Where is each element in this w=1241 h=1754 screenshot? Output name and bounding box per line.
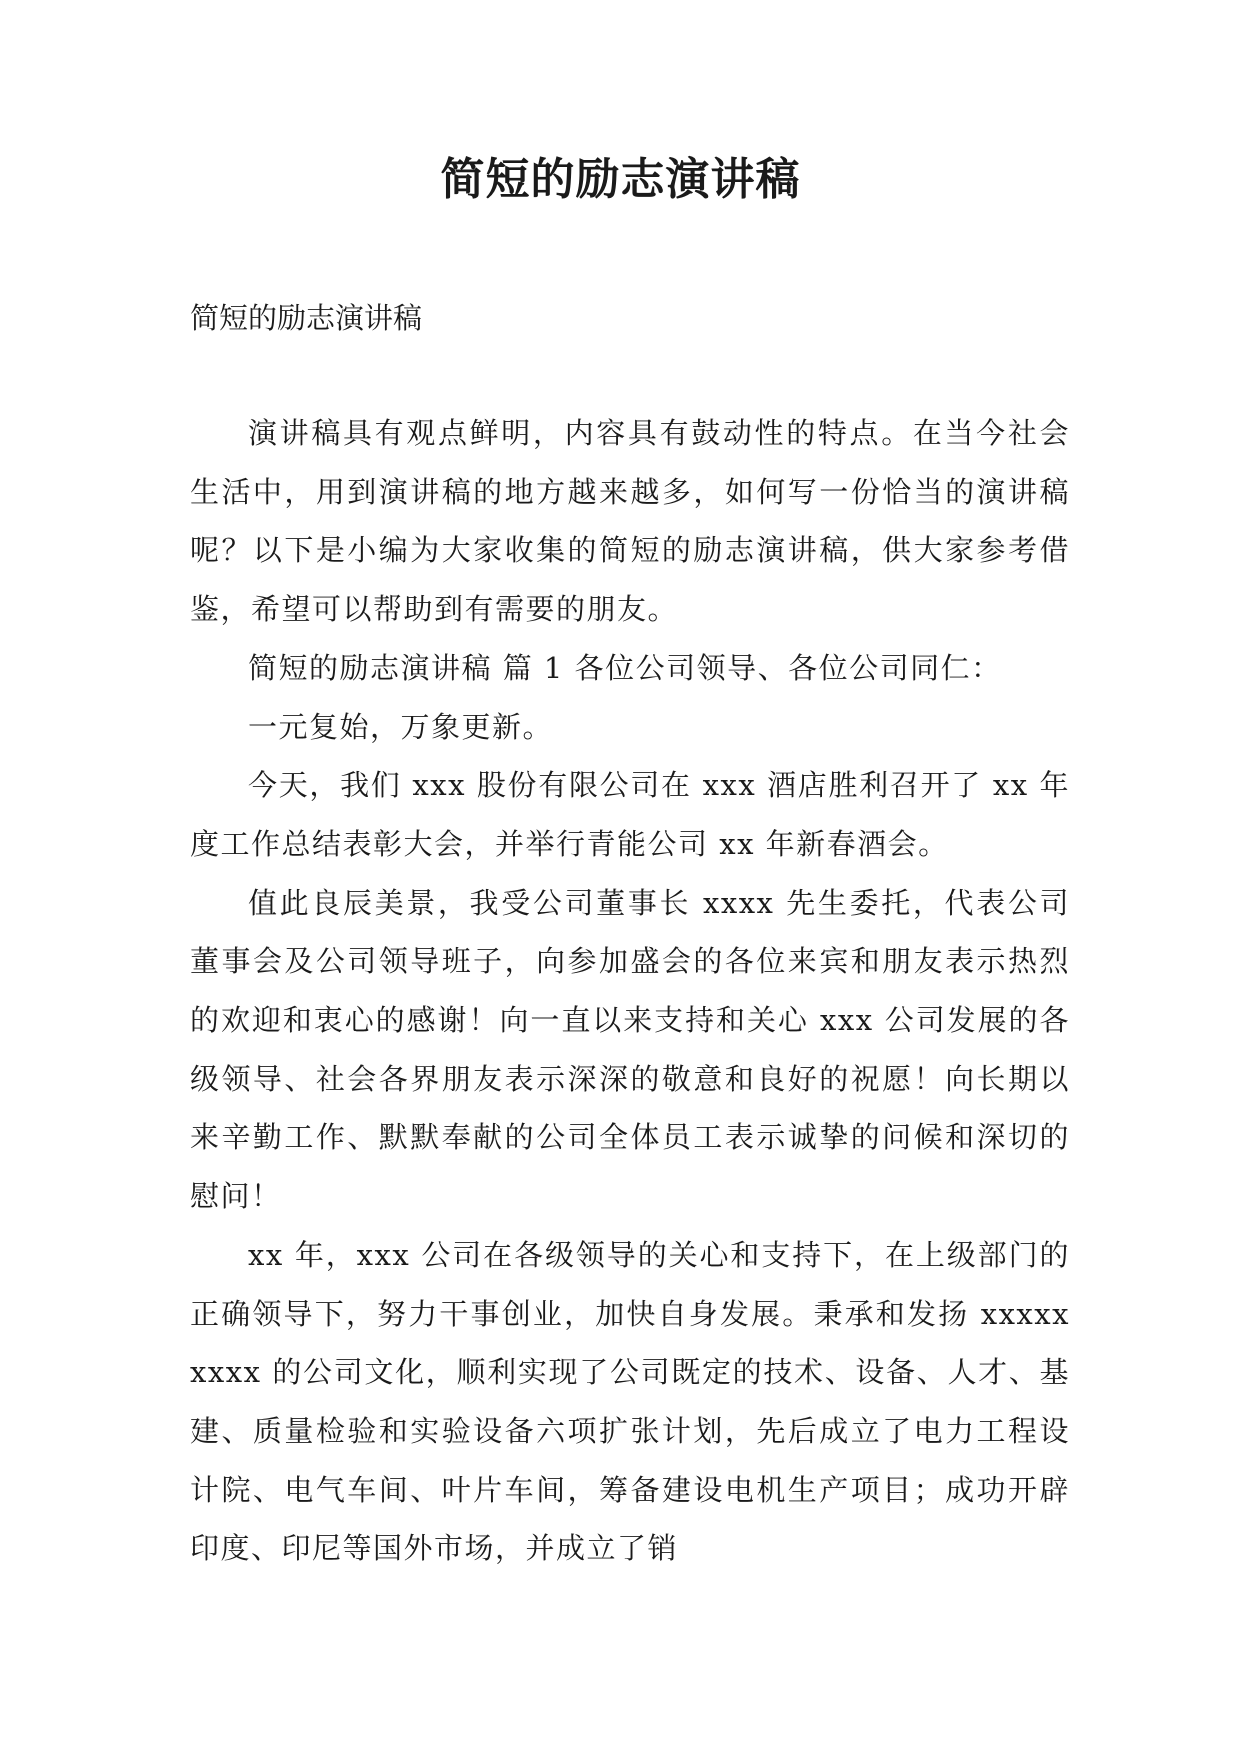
paragraph-greeting: 简短的励志演讲稿 篇 1 各位公司领导、各位公司同仁： bbox=[248, 650, 1002, 685]
paragraph-new-year: 一元复始，万象更新。 bbox=[248, 709, 554, 744]
paragraph-achievements: xx 年，xxx 公司在各级领导的关心和支持下，在上级部门的正确领导下，努力干事创业，加快自身发展。秉承和发扬 xxxxxxxxx 的公司文化，顺利实现了公司既定的技术、设备、人才、基建、质量检验和实验设备六项扩张计划，先后成立了电力工程设计院、电气车间、叶片车间，筹备建设电机生产项目；成功开辟印度、印尼等国外市场，并成立了销 bbox=[190, 1237, 1070, 1566]
paragraph-meeting: 今天，我们 xxx 股份有限公司在 xxx 酒店胜利召开了 xx 年度工作总结表彰大会，并举行青能公司 xx 年新春酒会。 bbox=[190, 768, 1070, 861]
paragraph-thanks: 值此良辰美景，我受公司董事长 xxxx 先生委托，代表公司董事会及公司领导班子，向参加盛会的各位来宾和朋友表示热烈的欢迎和衷心的感谢！向一直以来支持和关心 xxx 公司发展的各级领导、社会各界朋友表示深深的敬意和良好的祝愿！向长期以来辛勤工作、默默奉献的公司全体员工表示诚挚的问候和深切的慰问！ bbox=[190, 885, 1070, 1214]
paragraph-intro: 演讲稿具有观点鲜明，内容具有鼓动性的特点。在当今社会生活中，用到演讲稿的地方越来越多，如何写一份恰当的演讲稿呢？以下是小编为大家收集的简短的励志演讲稿，供大家参考借鉴，希望可以帮助到有需要的朋友。 bbox=[190, 416, 1070, 627]
document-subtitle: 简短的励志演讲稿 bbox=[190, 301, 423, 335]
document-title: 简短的励志演讲稿 bbox=[440, 154, 801, 205]
document-body bbox=[190, 404, 1070, 1578]
